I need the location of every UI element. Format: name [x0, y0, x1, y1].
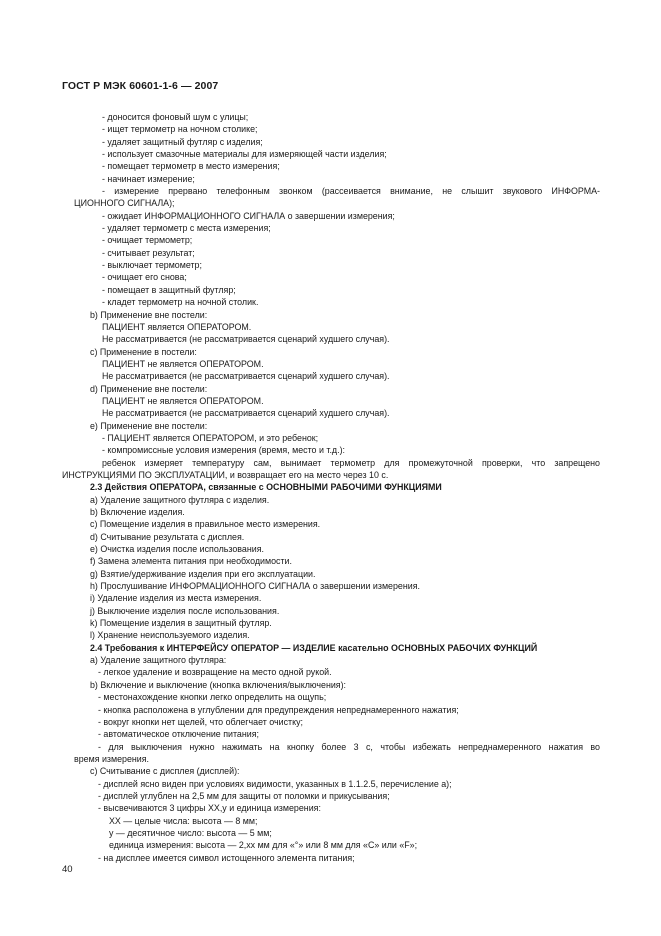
text-line: - измерение прервано телефонным звонком (рассеивается внимание, не слышит звукового ИНФОРМА- — [102, 186, 600, 197]
text-line: - помещает термометр в место измерения; — [102, 161, 280, 172]
text-line: ЦИОННОГО СИГНАЛА); — [74, 198, 175, 209]
text-line: g) Взятие/удерживание изделия при его эксплуатации. — [90, 568, 316, 579]
text-line: - использует смазочные материалы для измеряющей части изделия; — [102, 149, 387, 160]
text-line: ИНСТРУКЦИЯМИ ПО ЭКСПЛУАТАЦИИ, и возвращает его на место через 10 с. — [62, 469, 389, 480]
text-line: ПАЦИЕНТ не является ОПЕРАТОРОМ. — [102, 395, 264, 406]
text-line: ПАЦИЕНТ не является ОПЕРАТОРОМ. — [102, 358, 264, 369]
text-line: b) Применение вне постели: — [90, 309, 208, 320]
text-line: i) Удаление изделия из места измерения. — [90, 593, 262, 604]
text-line: - кладет термометр на ночной столик. — [102, 297, 259, 308]
text-line: - ПАЦИЕНТ является ОПЕРАТОРОМ, и это ребенок; — [102, 432, 319, 443]
document-body — [62, 111, 600, 864]
text-line: l) Хранение неиспользуемого изделия. — [90, 630, 250, 641]
text-line: - легкое удаление и возвращение на место одной рукой. — [98, 667, 332, 678]
text-line: e) Очистка изделия после использования. — [90, 544, 264, 555]
text-line: k) Помещение изделия в защитный футляр. — [90, 618, 272, 629]
text-line: a) Удаление защитного футляра с изделия. — [90, 494, 270, 505]
document-header: ГОСТ Р МЭК 60601-1-6 — 2007 — [62, 80, 219, 92]
text-line: - очищает термометр; — [102, 235, 193, 246]
text-line: h) Прослушивание ИНФОРМАЦИОННОГО СИГНАЛА о завершении измерения. — [90, 581, 420, 592]
text-line: - на дисплее имеется символ истощенного элемента питания; — [98, 852, 355, 863]
text-line: Не рассматривается (не рассматривается сценарий худшего случая). — [102, 334, 390, 345]
text-line: - автоматическое отключение питания; — [98, 729, 260, 740]
text-line: b) Включение изделия. — [90, 507, 185, 517]
text-line: - дисплей углублен на 2,5 мм для защиты от поломки и прикусывания; — [98, 790, 390, 801]
text-line: y — десятичное число: высота — 5 мм; — [109, 827, 272, 838]
text-line: e) Применение вне постели: — [90, 420, 208, 431]
text-line: - доносится фоновый шум с улицы; — [102, 112, 249, 122]
text-line: - ищет термометр на ночном столике; — [102, 124, 258, 135]
text-line: - помещает в защитный футляр; — [102, 284, 236, 295]
text-line: - местонахождение кнопки легко определить на ощупь; — [98, 692, 327, 703]
text-line: - компромиссные условия измерения (время, место и т.д.): — [102, 445, 345, 456]
text-line: f) Замена элемента питания при необходимости. — [90, 556, 292, 567]
text-line: - кнопка расположена в углублении для предупреждения непреднамеренного нажатия; — [98, 704, 459, 715]
section-heading: 2.3 Действия ОПЕРАТОРА, связанные с ОСНОВНЫМИ РАБОЧИМИ ФУНКЦИЯМИ — [90, 482, 442, 493]
text-line: - высвечиваются 3 цифры XX,y и единица измерения: — [98, 803, 321, 814]
text-line: - очищает его снова; — [102, 272, 187, 283]
page-number: 40 — [62, 864, 73, 875]
text-line: d) Применение вне постели: — [90, 383, 208, 394]
text-line: - удаляет термометр с места измерения; — [102, 223, 271, 234]
text-line: b) Включение и выключение (кнопка включения/выключения): — [90, 679, 347, 690]
text-line: d) Считывание результата с дисплея. — [90, 531, 245, 542]
text-line: c) Применение в постели: — [90, 346, 197, 357]
text-line: - ожидает ИНФОРМАЦИОННОГО СИГНАЛА о завершении измерения; — [102, 210, 395, 221]
text-line: - вокруг кнопки нет щелей, что облегчает очистку; — [98, 716, 303, 727]
section-heading: 2.4 Требования к ИНТЕРФЕЙСУ ОПЕРАТОР — ИЗДЕЛИЕ касательно ОСНОВНЫХ РАБОЧИХ ФУНКЦИЙ — [90, 642, 538, 653]
text-line: j) Выключение изделия после использования. — [90, 605, 280, 616]
text-line: c) Помещение изделия в правильное место измерения. — [90, 519, 321, 530]
text-line: - дисплей ясно виден при условиях видимости, указанных в 1.1.2.5, перечисление а); — [98, 778, 452, 789]
text-line: время измерения. — [74, 753, 150, 764]
text-line: c) Считывание с дисплея (дисплей): — [90, 766, 240, 777]
text-line: - выключает термометр; — [102, 260, 202, 271]
text-line: ребенок измеряет температуру сам, вынимает термометр для промежуточной проверки, что запрещено — [102, 457, 600, 468]
text-line: ПАЦИЕНТ является ОПЕРАТОРОМ. — [102, 321, 252, 332]
text-line: XX — целые числа: высота — 8 мм; — [109, 815, 258, 826]
text-line: - начинает измерение; — [102, 173, 195, 184]
text-line: - для выключения нужно нажимать на кнопку более 3 с, чтобы избежать непреднамеренного нажатия во — [98, 741, 600, 752]
text-line: Не рассматривается (не рассматривается сценарий худшего случая). — [102, 371, 390, 382]
text-line: a) Удаление защитного футляра: — [90, 655, 227, 666]
text-line: единица измерения: высота — 2,xx мм для «°» или 8 мм для «С» или «F»; — [109, 840, 418, 851]
text-line: - удаляет защитный футляр с изделия; — [102, 136, 263, 147]
text-line: Не рассматривается (не рассматривается сценарий худшего случая). — [102, 408, 390, 419]
text-line: - считывает результат; — [102, 247, 195, 258]
